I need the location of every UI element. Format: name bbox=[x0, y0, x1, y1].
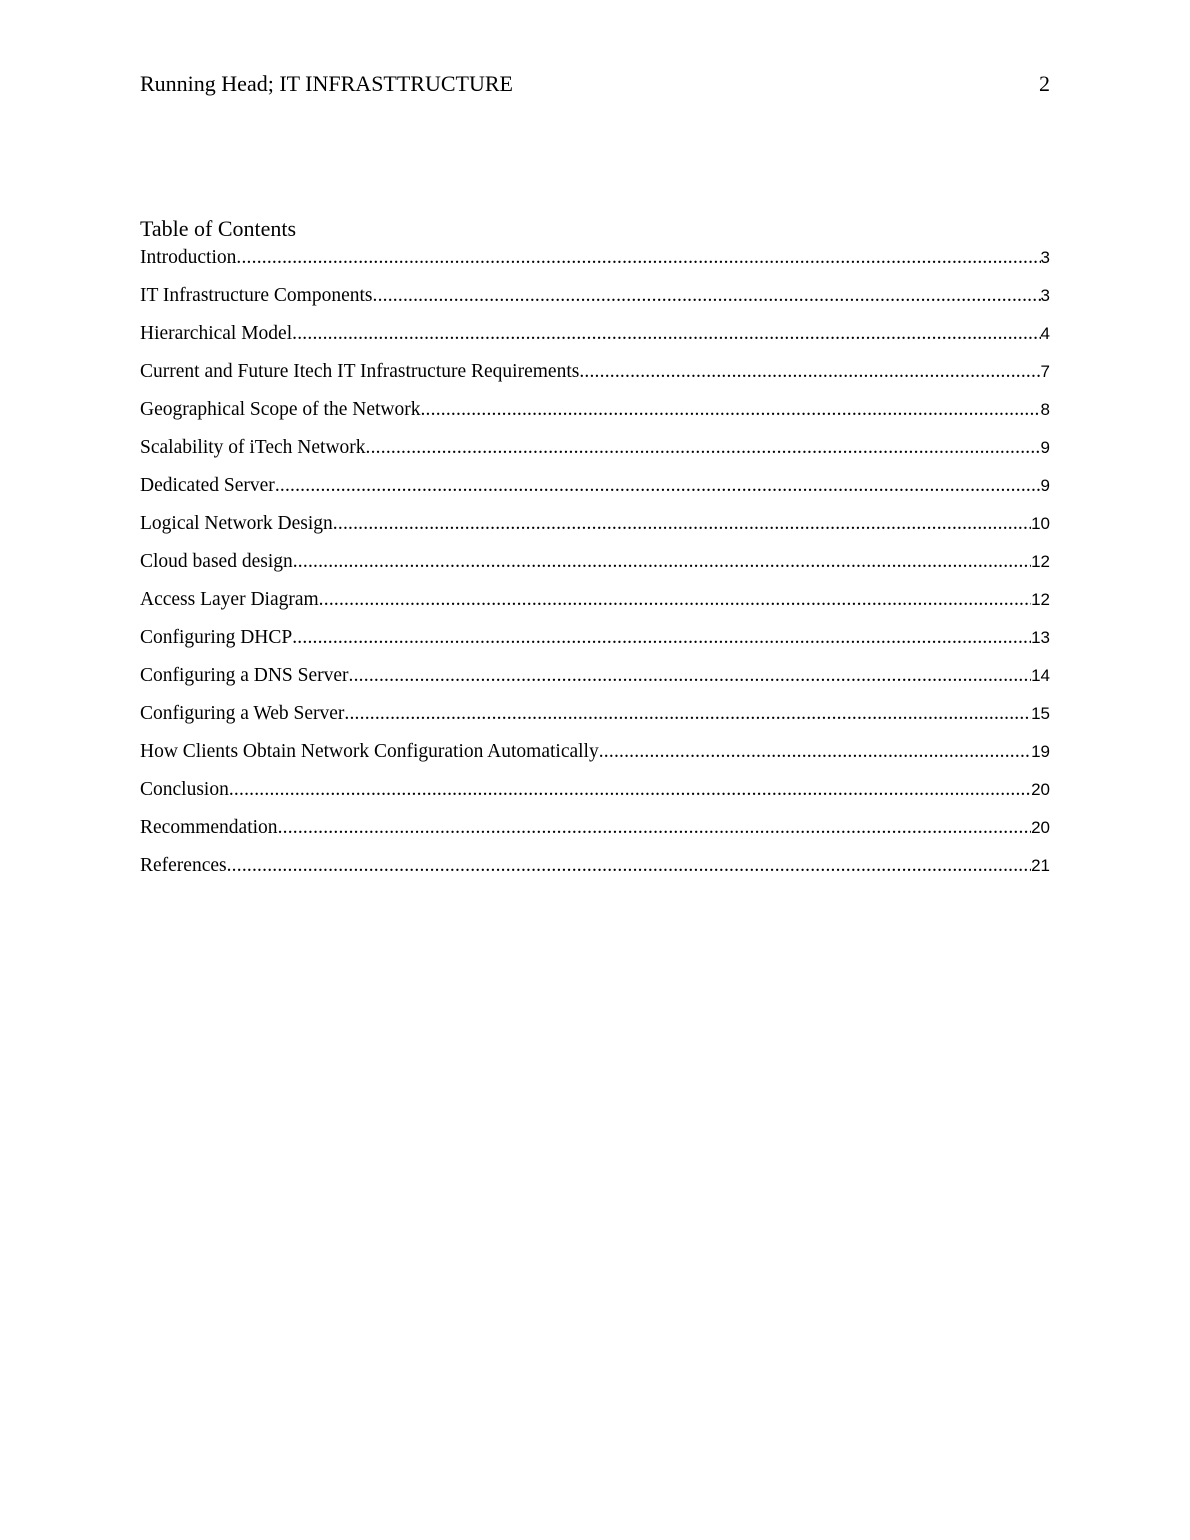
dot-leader bbox=[333, 510, 1031, 538]
page-header bbox=[140, 70, 1050, 100]
toc-entry-title: Cloud based design bbox=[140, 551, 293, 572]
running-head: Running Head; IT INFRASTTRUCTURE bbox=[140, 71, 513, 96]
toc-entry-page: 14 bbox=[1031, 666, 1050, 685]
dot-leader bbox=[344, 700, 1031, 728]
toc-entry-hierarchical-model[interactable] bbox=[140, 320, 1050, 358]
toc-entry-page: 15 bbox=[1031, 704, 1050, 723]
toc-entry-title: Current and Future Itech IT Infrastructure Requirements bbox=[140, 361, 580, 382]
dot-leader bbox=[236, 244, 1040, 272]
toc-entry-title: Introduction bbox=[140, 247, 237, 268]
toc-entry-page: 13 bbox=[1031, 628, 1050, 647]
page-number: 2 bbox=[1039, 71, 1050, 96]
toc-entry-title: How Clients Obtain Network Configuration Automatically bbox=[140, 741, 599, 762]
toc-entry-title: Geographical Scope of the Network bbox=[140, 399, 421, 420]
toc-entry-page: 3 bbox=[1040, 286, 1050, 305]
toc-entry-logical-network-design[interactable] bbox=[140, 510, 1050, 548]
toc-entry-page: 10 bbox=[1031, 514, 1050, 533]
dot-leader bbox=[278, 814, 1032, 842]
toc-entry-page: 19 bbox=[1031, 742, 1050, 761]
toc-entry-title: IT Infrastructure Components bbox=[140, 285, 373, 306]
toc-entry-title: Scalability of iTech Network bbox=[140, 437, 366, 458]
toc-entry-title: Recommendation bbox=[140, 817, 278, 838]
toc-entry-title: Access Layer Diagram bbox=[140, 589, 319, 610]
table-of-contents bbox=[140, 244, 1050, 890]
dot-leader bbox=[227, 852, 1031, 880]
toc-entry-geographical-scope[interactable] bbox=[140, 396, 1050, 434]
dot-leader bbox=[292, 320, 1040, 348]
toc-entry-page: 3 bbox=[1040, 248, 1050, 267]
dot-leader bbox=[293, 548, 1031, 576]
dot-leader bbox=[319, 586, 1031, 614]
toc-entry-recommendation[interactable] bbox=[140, 814, 1050, 852]
dot-leader bbox=[349, 662, 1032, 690]
toc-entry-page: 9 bbox=[1040, 476, 1050, 495]
toc-entry-title: References bbox=[140, 855, 227, 876]
toc-entry-page: 12 bbox=[1031, 552, 1050, 571]
toc-entry-title: Logical Network Design bbox=[140, 513, 333, 534]
toc-entry-title: Hierarchical Model bbox=[140, 323, 293, 344]
dot-leader bbox=[292, 624, 1031, 652]
toc-entry-introduction[interactable] bbox=[140, 244, 1050, 282]
dot-leader bbox=[229, 776, 1031, 804]
toc-entry-configuring-dhcp[interactable] bbox=[140, 624, 1050, 662]
dot-leader bbox=[366, 434, 1041, 462]
toc-entry-it-infrastructure-components[interactable] bbox=[140, 282, 1050, 320]
toc-entry-page: 9 bbox=[1040, 438, 1050, 457]
toc-entry-conclusion[interactable] bbox=[140, 776, 1050, 814]
dot-leader bbox=[599, 738, 1031, 766]
dot-leader bbox=[373, 282, 1041, 310]
toc-entry-configuring-dns-server[interactable] bbox=[140, 662, 1050, 700]
toc-entry-page: 7 bbox=[1040, 362, 1050, 381]
toc-entry-references[interactable] bbox=[140, 852, 1050, 890]
toc-entry-page: 21 bbox=[1031, 856, 1050, 875]
toc-entry-page: 20 bbox=[1031, 818, 1050, 837]
dot-leader bbox=[275, 472, 1041, 500]
toc-entry-configuring-web-server[interactable] bbox=[140, 700, 1050, 738]
toc-entry-title: Conclusion bbox=[140, 779, 229, 800]
toc-entry-current-and-future-requirements[interactable] bbox=[140, 358, 1050, 396]
toc-entry-title: Configuring a DNS Server bbox=[140, 665, 349, 686]
toc-entry-scalability[interactable] bbox=[140, 434, 1050, 472]
toc-title: Table of Contents bbox=[140, 216, 297, 241]
toc-entry-title: Configuring a Web Server bbox=[140, 703, 345, 724]
toc-entry-page: 4 bbox=[1040, 324, 1050, 343]
toc-entry-dedicated-server[interactable] bbox=[140, 472, 1050, 510]
toc-entry-page: 20 bbox=[1031, 780, 1050, 799]
toc-entry-network-configuration-automatically[interactable] bbox=[140, 738, 1050, 776]
toc-entry-cloud-based-design[interactable] bbox=[140, 548, 1050, 586]
dot-leader bbox=[579, 358, 1040, 386]
toc-entry-page: 12 bbox=[1031, 590, 1050, 609]
dot-leader bbox=[420, 396, 1040, 424]
toc-entry-page: 8 bbox=[1040, 400, 1050, 419]
toc-entry-access-layer-diagram[interactable] bbox=[140, 586, 1050, 624]
toc-entry-title: Dedicated Server bbox=[140, 475, 275, 496]
toc-entry-title: Configuring DHCP bbox=[140, 627, 293, 648]
